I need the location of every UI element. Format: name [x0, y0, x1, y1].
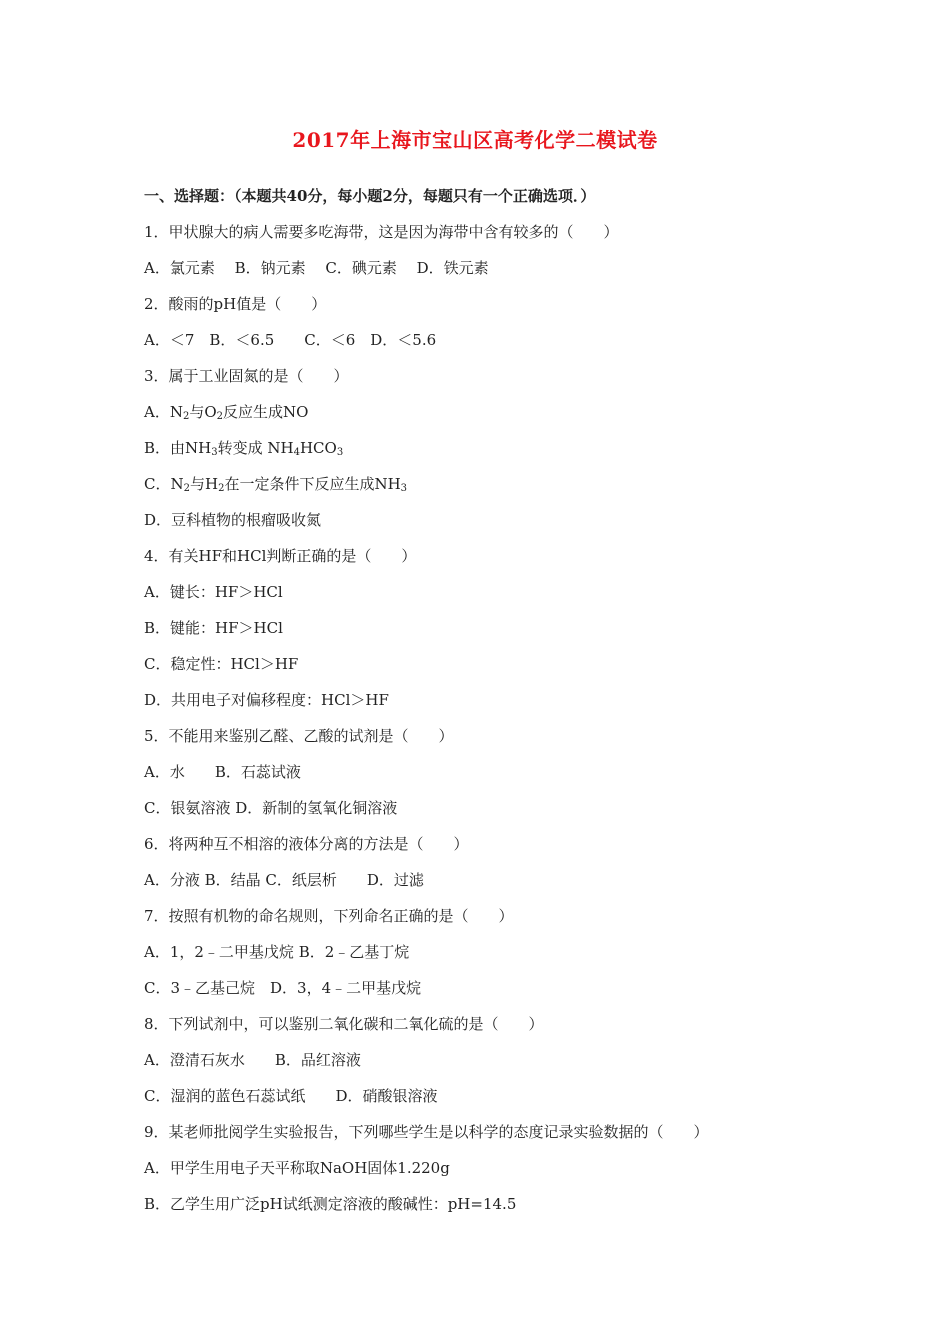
question-3-option-b: B．由$NH_3$转变成 $NH_4HCO_3$ [144, 439, 344, 458]
question-4-stem: 4．有关HF和HCl判断正确的是（ ） [144, 547, 417, 565]
question-6-options: A．分液 B．结晶 C．纸层析 D．过滤 [144, 871, 424, 889]
question-5-stem: 5．不能用来鉴别乙醛、乙酸的试剂是（ ） [144, 727, 454, 745]
question-1-options: A．氯元素 B．钠元素 C．碘元素 D．铁元素 [144, 259, 489, 277]
question-3-option-d: D．豆科植物的根瘤吸收氮 [144, 511, 322, 529]
question-3-stem: 3．属于工业固氮的是（ ） [144, 367, 349, 385]
page-title: 2017年上海市宝山区高考化学二模试卷 [292, 128, 658, 152]
question-2-stem: 2．酸雨的pH值是（ ） [144, 295, 327, 313]
question-4-option-b: B．键能：HF＞HCl [144, 619, 283, 637]
question-5-options-ab: A．水 B．石蕊试液 [144, 763, 301, 781]
question-6-stem: 6．将两种互不相溶的液体分离的方法是（ ） [144, 835, 469, 853]
question-2-options: A．＜7 B．＜6.5 C．＜6 D．＜5.6 [144, 331, 437, 349]
question-9-option-b: B．乙学生用广泛pH试纸测定溶液的酸碱性：pH=14.5 [144, 1195, 517, 1213]
exam-content [144, 184, 844, 1228]
question-4-option-d: D．共用电子对偏移程度：HCl＞HF [144, 691, 389, 709]
question-5-options-cd: C．银氨溶液 D．新制的氢氧化铜溶液 [144, 799, 398, 817]
question-8-options-ab: A．澄清石灰水 B．品红溶液 [144, 1051, 361, 1069]
question-1-stem: 1．甲状腺大的病人需要多吃海带，这是因为海带中含有较多的（ ） [144, 223, 619, 241]
question-3-option-a: A．$N_2$与$O_2$反应生成NO [144, 403, 309, 422]
question-7-options-cd: C．3﹣乙基己烷 D．3，4﹣二甲基戊烷 [144, 979, 422, 997]
question-3-option-c: C．$N_2$与$H_2$在一定条件下反应生成$NH_3$ [144, 475, 408, 494]
question-9-option-a: A．甲学生用电子天平称取NaOH固体1.220g [144, 1159, 450, 1177]
question-7-options-ab: A．1，2﹣二甲基戊烷 B．2﹣乙基丁烷 [144, 943, 410, 961]
question-8-options-cd: C．湿润的蓝色石蕊试纸 D．硝酸银溶液 [144, 1087, 438, 1105]
question-9-stem: 9．某老师批阅学生实验报告，下列哪些学生是以科学的态度记录实验数据的（ ） [144, 1123, 709, 1141]
question-4-option-a: A．键长：HF＞HCl [144, 583, 283, 601]
question-7-stem: 7．按照有机物的命名规则，下列命名正确的是（ ） [144, 907, 514, 925]
section-heading: 一、选择题：（本题共40分，每小题2分，每题只有一个正确选项．） [144, 187, 596, 205]
question-8-stem: 8．下列试剂中，可以鉴别二氧化碳和二氧化硫的是（ ） [144, 1015, 544, 1033]
question-4-option-c: C．稳定性：HCl＞HF [144, 655, 299, 673]
